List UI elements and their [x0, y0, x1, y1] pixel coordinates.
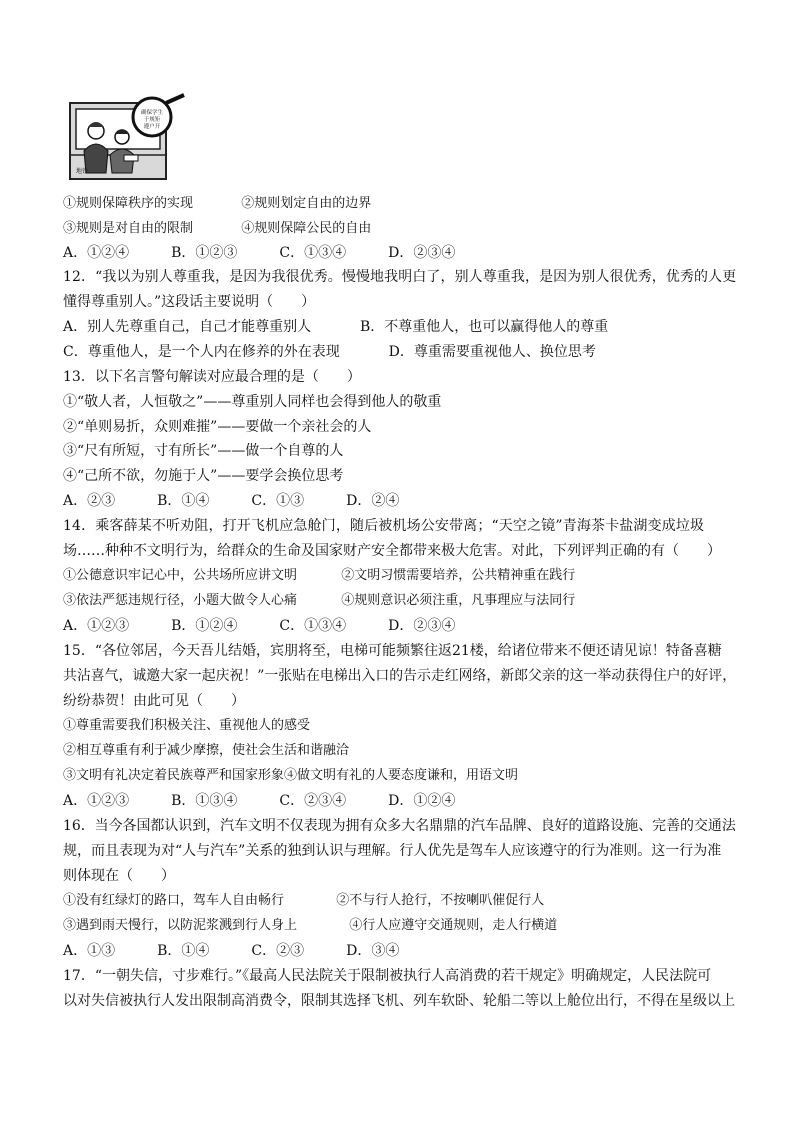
q14-stem-line-2: 场……种种不文明行为，给群众的生命及国家财产安全都带来极大危害。对此，下列评判正确的有（ ） [63, 543, 721, 559]
q15-answers: A．①②③ B．①③④ C．②③④ D．①②④ [63, 793, 456, 809]
q13-stem: 13．以下名言警句解读对应最合理的是（ ） [63, 369, 361, 385]
q12-option-b: B．不尊重他人，也可以赢得他人的尊重 [360, 319, 609, 335]
q13-option-2: ②“单则易折，众则难摧”——要做一个亲社会的人 [63, 419, 372, 435]
q15-option-1: ①尊重需要我们积极关注、重视他人的感受 [63, 718, 311, 733]
q17-stem-line-1: 17．“一朝失信，寸步难行。”《最高人民法院关于限制被执行人高消费的若干规定》明确规定，人民法院可 [63, 968, 712, 984]
q16-stem-line-3: 则体现在（ ） [63, 868, 175, 884]
q15-option-2: ②相互尊重有利于减少摩擦，使社会生活和谐融洽 [63, 743, 350, 758]
q15-stem-line-2: 共沾喜气，诚邀大家一起庆祝！”一张贴在电梯出入口的告示走红网络，新郎父亲的这一举动获得住户的好评， [63, 668, 737, 684]
q13-option-3: ③“尺有所短，寸有所长”——做一个自尊的人 [63, 443, 344, 459]
q11-option-2: ②规则划定自由的边界 [241, 196, 372, 211]
q12-option-row-2 [63, 342, 596, 362]
q13-option-1: ①“敬人者，人恒敬之”——尊重别人同样也会得到他人的敬重 [63, 394, 442, 410]
q16-option-1: ①没有红绿灯的路口，驾车人自由畅行 [63, 893, 285, 908]
q13-option-4: ④“己所不欲，勿施于人”——要学会换位思考 [63, 468, 344, 484]
q15-stem-line-3: 纷纷恭贺！由此可见（ ） [63, 693, 245, 709]
q16-option-2: ②不与行人抢行，不按喇叭催促行人 [336, 893, 545, 908]
q16-option-row-1 [63, 891, 544, 911]
q14-option-2: ②文明习惯需要培养，公共精神重在践行 [341, 568, 576, 583]
q15-stem-line-1: 15．“各位邻居，今天吾儿结婚，宾朋将至，电梯可能频繁往返21楼，给诸位带来不便还请见谅！特备喜糖 [63, 643, 722, 659]
cartoon-illustration [66, 93, 190, 183]
subway-label: 地铁 [76, 168, 89, 175]
q16-option-4: ④行人应遵守交通规则，走人行横道 [349, 918, 558, 933]
q15-option-3-4: ③文明有礼决定着民族尊严和国家形象④做文明有礼的人要态度谦和，用语文明 [63, 768, 519, 783]
q11-answers: A．①②④ B．①②③ C．①③④ D．②③④ [63, 245, 456, 261]
q11-option-line-1 [63, 194, 371, 214]
svg-text:于规矩: 于规矩 [143, 117, 161, 123]
q11-option-1: ①规则保障秩序的实现 [63, 196, 194, 211]
q16-stem-line-1: 16．当今各国都认识到，汽车文明不仅表现为拥有众多大名鼎鼎的汽车品牌、良好的道路设施、完善的交通法 [63, 818, 736, 834]
svg-text:遵户开: 遵户开 [143, 124, 161, 130]
q14-answers: A．①②③ B．①②④ C．①③④ D．②③④ [63, 618, 456, 634]
q14-option-4: ④规则意识必须注重，凡事理应与法同行 [341, 593, 576, 608]
q14-stem-line-1: 14．乘客薛某不听劝阻，打开飞机应急舱门，随后被机场公安带离；“天空之镜”青海茶卡盐湖变成垃圾 [63, 518, 705, 534]
q14-option-1: ①公德意识牢记心中，公共场所应讲文明 [63, 568, 298, 583]
q12-option-a: A．别人先尊重自己，自己才能尊重别人 [63, 319, 312, 335]
q14-option-row-1 [63, 566, 575, 586]
q14-option-3: ③依法严惩违规行径，小题大做令人心痛 [63, 593, 298, 608]
q12-option-d: D．尊重需要重视他人、换位思考 [388, 344, 596, 360]
q17-stem-line-2: 以对失信被执行人发出限制高消费令，限制其选择飞机、列车软卧、轮船二等以上舱位出行，不得在星级以上 [63, 993, 735, 1009]
q11-option-3: ③规则是对自由的限制 [63, 221, 194, 236]
q12-option-row-1 [63, 317, 608, 337]
q11-option-4: ④规则保障公民的自由 [241, 221, 372, 236]
q12-stem-line-1: 12．“我以为别人尊重我，是因为我很优秀。慢慢地我明白了，别人尊重我，是因为别人很优秀，优秀的人更 [63, 269, 737, 285]
q13-answers: A．②③ B．①④ C．①③ D．②④ [63, 493, 400, 509]
q16-option-row-2 [63, 916, 557, 936]
q12-stem-line-2: 懂得尊重别人。”这段话主要说明（ ） [63, 294, 316, 310]
q16-answers: A．①③ B．①④ C．②③ D．③④ [63, 943, 400, 959]
q11-option-line-2 [63, 219, 371, 239]
q16-option-3: ③遇到雨天慢行，以防泥浆溅到行人身上 [63, 918, 298, 933]
q14-option-row-2 [63, 591, 575, 611]
magnifier-sign-text: 确保学生 [140, 110, 164, 116]
q16-stem-line-2: 规，而且表现为对“人与汽车”关系的独到认识与理解。行人优先是驾车人应该遵守的行为准则。这一行为准 [63, 843, 722, 859]
q12-option-c: C．尊重他人，是一个人内在修养的外在表现 [63, 344, 340, 360]
